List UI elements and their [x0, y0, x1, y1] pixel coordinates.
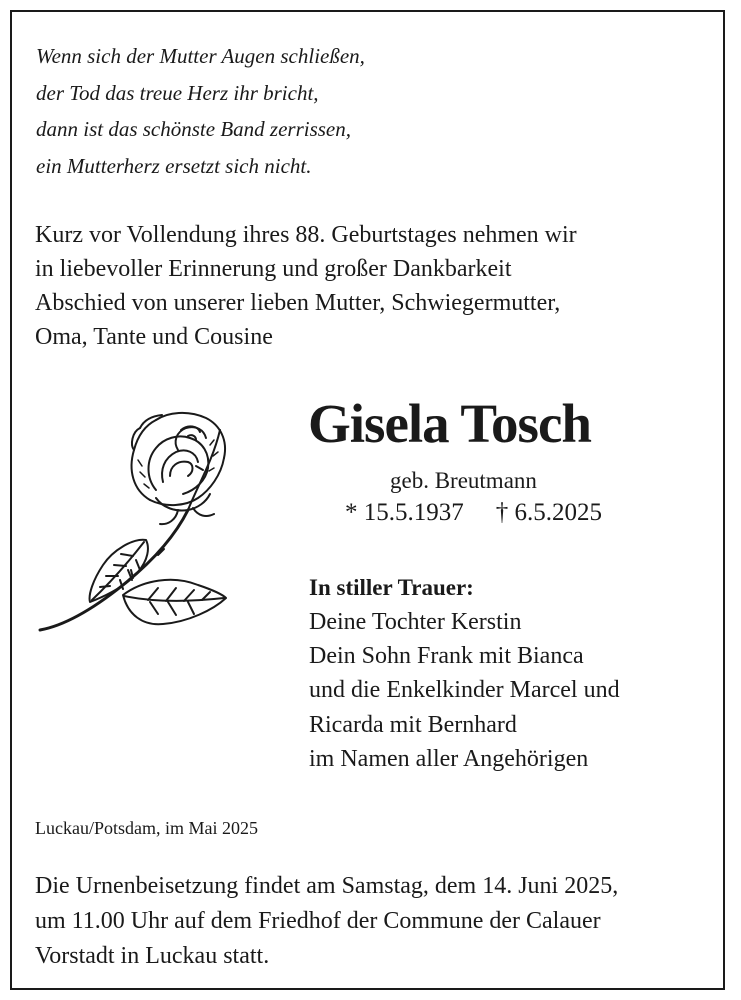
funeral-line: Vorstadt in Luckau statt.: [35, 943, 270, 969]
intro-line: Oma, Tante und Cousine: [35, 324, 273, 350]
born-name: geb. Breutmann: [390, 468, 537, 493]
intro-text: [35, 218, 577, 354]
rose-drawing-icon: [38, 390, 228, 635]
birth-date: * 15.5.1937: [345, 499, 464, 526]
mourner-line: und die Enkelkinder Marcel und: [309, 677, 620, 704]
life-dates: [345, 499, 602, 527]
mourner-line: Ricarda mit Bernhard: [309, 711, 517, 738]
mourners-list: [309, 605, 620, 776]
poem-line: ein Mutterherz ersetzt sich nicht.: [36, 153, 312, 178]
mourner-line: Deine Tochter Kerstin: [309, 609, 522, 635]
poem-line: Wenn sich der Mutter Augen schließen,: [36, 44, 365, 68]
funeral-line: um 11.00 Uhr auf dem Friedhof der Commune der Calauer: [35, 908, 601, 934]
mourner-line: im Namen aller Angehörigen: [309, 745, 589, 772]
death-date: † 6.5.2025: [495, 499, 602, 526]
funeral-notice: [35, 869, 618, 974]
funeral-line: Die Urnenbeisetzung findet am Samstag, dem 14. Juni 2025,: [35, 873, 619, 899]
place-date: Luckau/Potsdam, im Mai 2025: [35, 818, 258, 838]
intro-line: Abschied von unserer lieben Mutter, Schwiegermutter,: [35, 290, 561, 316]
deceased-name: Gisela Tosch: [308, 393, 591, 454]
obituary-frame: [10, 10, 725, 990]
mourner-line: Dein Sohn Frank mit Bianca: [309, 643, 584, 670]
poem: [36, 38, 365, 184]
poem-line: der Tod das treue Herz ihr bricht,: [36, 80, 319, 105]
mourners-heading: In stiller Trauer:: [309, 575, 474, 600]
intro-line: in liebevoller Erinnerung und großer Dankbarkeit: [35, 256, 512, 282]
poem-line: dann ist das schönste Band zerrissen,: [36, 117, 351, 141]
intro-line: Kurz vor Vollendung ihres 88. Geburtstages nehmen wir: [35, 222, 577, 248]
